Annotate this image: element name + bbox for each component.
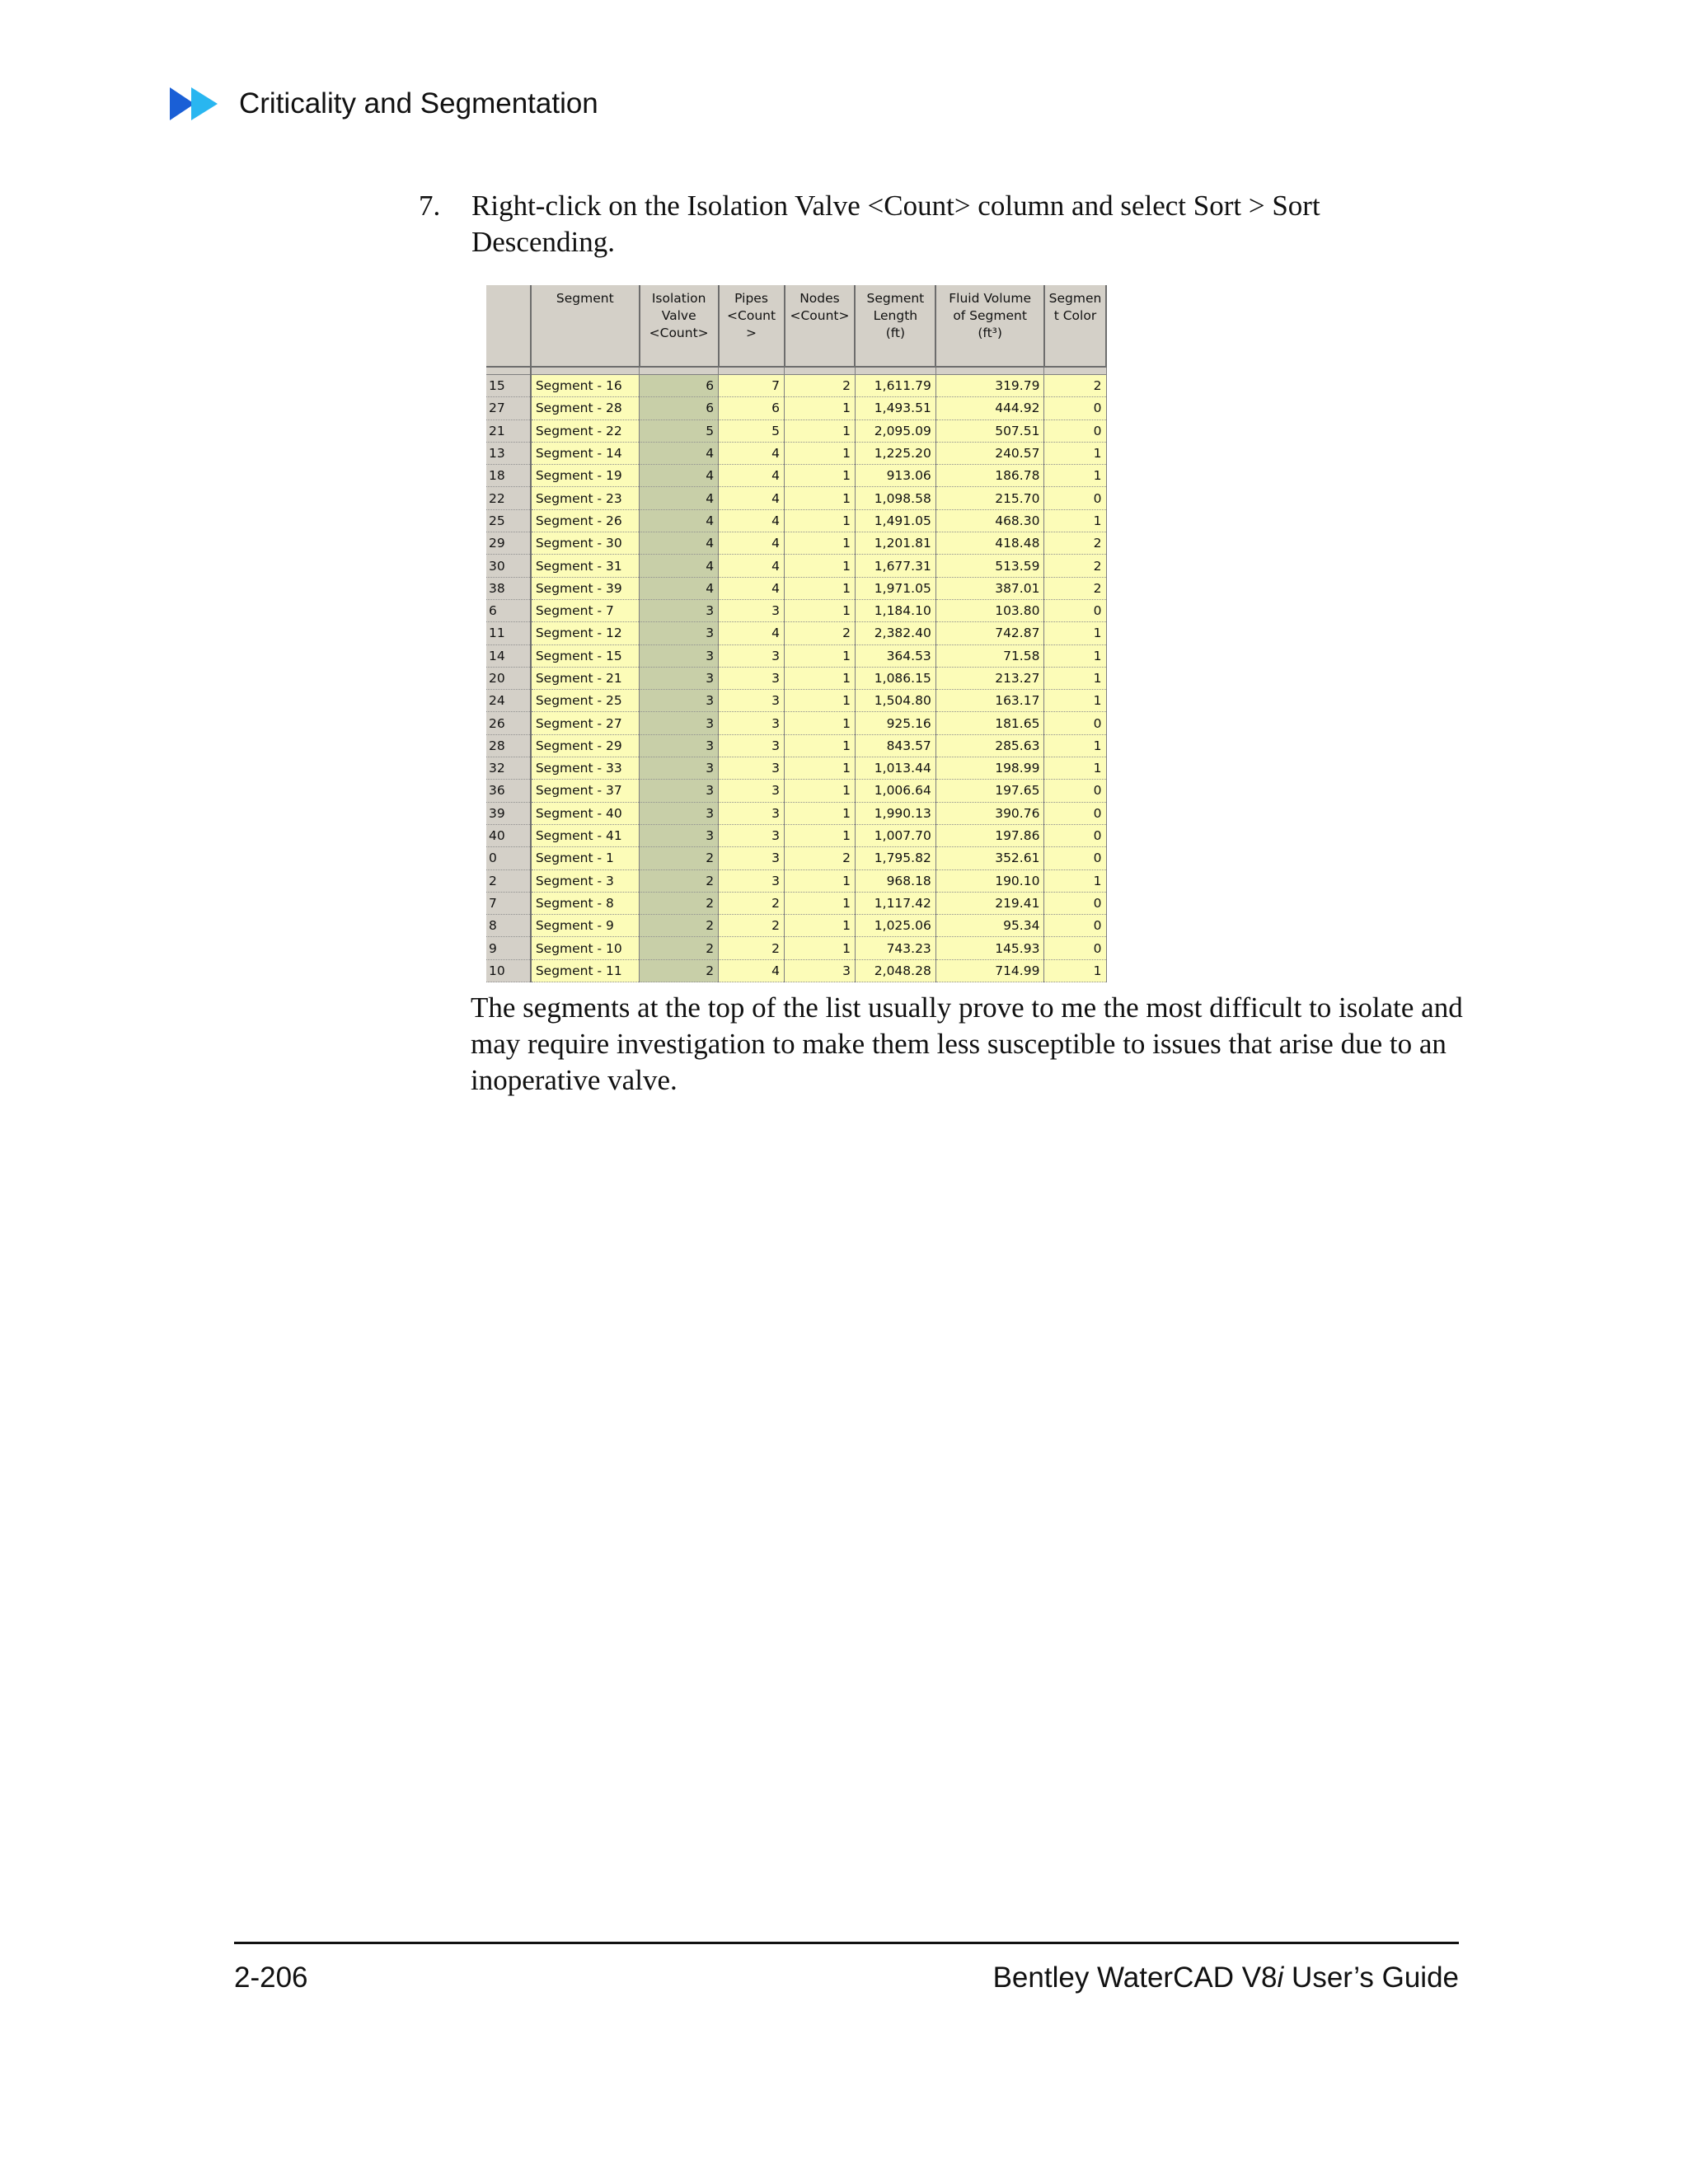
cell-pipes-count[interactable]: 2 — [719, 915, 785, 937]
cell-fluid-volume[interactable]: 215.70 — [935, 487, 1044, 509]
cell-isolation-valve-count[interactable]: 5 — [640, 419, 719, 442]
cell-segment-length[interactable]: 1,098.58 — [855, 487, 935, 509]
table-row[interactable] — [486, 509, 1106, 532]
cell-nodes-count[interactable]: 2 — [785, 847, 856, 869]
cell-row-id[interactable]: 7 — [486, 892, 531, 914]
table-row[interactable] — [486, 780, 1106, 802]
cell-segment[interactable]: Segment - 21 — [531, 667, 640, 689]
cell-fluid-volume[interactable]: 145.93 — [935, 937, 1044, 959]
cell-segment[interactable]: Segment - 19 — [531, 465, 640, 487]
step-number: 7. — [419, 190, 441, 222]
cell-fluid-volume[interactable]: 181.65 — [935, 712, 1044, 734]
cell-pipes-count[interactable]: 3 — [719, 734, 785, 757]
cell-segment-color[interactable]: 1 — [1044, 690, 1106, 712]
double-arrow-logo-icon — [170, 86, 223, 122]
cell-fluid-volume[interactable]: 468.30 — [935, 509, 1044, 532]
cell-pipes-count[interactable]: 3 — [719, 644, 785, 667]
cell-fluid-volume[interactable]: 198.99 — [935, 757, 1044, 780]
cell-segment[interactable]: Segment - 16 — [531, 375, 640, 397]
cell-pipes-count[interactable]: 7 — [719, 375, 785, 397]
table-row[interactable] — [486, 465, 1106, 487]
column-header-fluid-volume[interactable]: Fluid Volume of Segment (ft³) — [935, 285, 1044, 367]
cell-segment[interactable]: Segment - 27 — [531, 712, 640, 734]
cell-pipes-count[interactable]: 5 — [719, 419, 785, 442]
cell-segment-color[interactable]: 0 — [1044, 487, 1106, 509]
table-row[interactable] — [486, 487, 1106, 509]
cell-nodes-count[interactable]: 1 — [785, 577, 856, 599]
cell-segment-length[interactable]: 1,007.70 — [855, 824, 935, 846]
cell-fluid-volume[interactable]: 95.34 — [935, 915, 1044, 937]
cell-segment-color[interactable]: 1 — [1044, 757, 1106, 780]
cell-fluid-volume[interactable]: 513.59 — [935, 555, 1044, 577]
cell-segment[interactable]: Segment - 1 — [531, 847, 640, 869]
cell-segment-color[interactable]: 1 — [1044, 869, 1106, 892]
cell-row-id[interactable]: 40 — [486, 824, 531, 846]
cell-pipes-count[interactable]: 3 — [719, 824, 785, 846]
cell-nodes-count[interactable]: 1 — [785, 509, 856, 532]
cell-segment-color[interactable]: 0 — [1044, 802, 1106, 824]
cell-segment-color[interactable]: 2 — [1044, 577, 1106, 599]
cell-nodes-count[interactable]: 1 — [785, 757, 856, 780]
cell-pipes-count[interactable]: 4 — [719, 577, 785, 599]
spacer-cell — [640, 367, 719, 375]
column-header-segment-color[interactable]: Segmen t Color — [1044, 285, 1106, 367]
cell-fluid-volume[interactable]: 390.76 — [935, 802, 1044, 824]
cell-row-id[interactable]: 22 — [486, 487, 531, 509]
guide-title-prefix: Bentley WaterCAD V8 — [992, 1961, 1278, 1994]
table-row[interactable] — [486, 915, 1106, 937]
cell-fluid-volume[interactable]: 219.41 — [935, 892, 1044, 914]
table-row[interactable] — [486, 869, 1106, 892]
cell-nodes-count[interactable]: 1 — [785, 419, 856, 442]
cell-nodes-count[interactable]: 1 — [785, 869, 856, 892]
cell-fluid-volume[interactable]: 285.63 — [935, 734, 1044, 757]
cell-pipes-count[interactable]: 3 — [719, 757, 785, 780]
cell-pipes-count[interactable]: 3 — [719, 599, 785, 621]
cell-fluid-volume[interactable]: 352.61 — [935, 847, 1044, 869]
cell-nodes-count[interactable]: 1 — [785, 780, 856, 802]
cell-segment[interactable]: Segment - 14 — [531, 442, 640, 464]
cell-segment[interactable]: Segment - 22 — [531, 419, 640, 442]
cell-fluid-volume[interactable]: 197.86 — [935, 824, 1044, 846]
cell-row-id[interactable]: 10 — [486, 959, 531, 982]
spacer-cell — [785, 367, 856, 375]
spacer-cell — [719, 367, 785, 375]
cell-isolation-valve-count[interactable]: 3 — [640, 690, 719, 712]
cell-row-id[interactable]: 36 — [486, 780, 531, 802]
cell-segment-color[interactable]: 0 — [1044, 824, 1106, 846]
table-row[interactable] — [486, 847, 1106, 869]
cell-nodes-count[interactable]: 1 — [785, 465, 856, 487]
cell-segment-length[interactable]: 2,382.40 — [855, 622, 935, 644]
cell-segment-length[interactable]: 1,225.20 — [855, 442, 935, 464]
cell-fluid-volume[interactable]: 103.80 — [935, 599, 1044, 621]
cell-row-id[interactable]: 20 — [486, 667, 531, 689]
cell-nodes-count[interactable]: 1 — [785, 599, 856, 621]
cell-fluid-volume[interactable]: 507.51 — [935, 419, 1044, 442]
cell-segment[interactable]: Segment - 25 — [531, 690, 640, 712]
cell-segment-length[interactable]: 2,048.28 — [855, 959, 935, 982]
cell-isolation-valve-count[interactable]: 3 — [640, 824, 719, 846]
cell-pipes-count[interactable]: 6 — [719, 397, 785, 419]
table-row[interactable] — [486, 802, 1106, 824]
cell-pipes-count[interactable]: 3 — [719, 780, 785, 802]
header-spacer-row — [486, 367, 1106, 375]
cell-pipes-count[interactable]: 2 — [719, 892, 785, 914]
table-row[interactable] — [486, 622, 1106, 644]
cell-segment[interactable]: Segment - 39 — [531, 577, 640, 599]
cell-segment-color[interactable]: 0 — [1044, 397, 1106, 419]
cell-segment[interactable]: Segment - 9 — [531, 915, 640, 937]
cell-pipes-count[interactable]: 4 — [719, 509, 785, 532]
cell-isolation-valve-count[interactable]: 4 — [640, 487, 719, 509]
cell-fluid-volume[interactable]: 714.99 — [935, 959, 1044, 982]
cell-nodes-count[interactable]: 1 — [785, 892, 856, 914]
cell-segment-length[interactable]: 2,095.09 — [855, 419, 935, 442]
cell-fluid-volume[interactable]: 444.92 — [935, 397, 1044, 419]
spacer-cell — [855, 367, 935, 375]
cell-segment-length[interactable]: 1,117.42 — [855, 892, 935, 914]
spacer-cell — [935, 367, 1044, 375]
cell-nodes-count[interactable]: 1 — [785, 937, 856, 959]
column-header-segment-length[interactable]: Segment Length (ft) — [855, 285, 935, 367]
column-header-nodes-count[interactable]: Nodes <Count> — [785, 285, 856, 367]
cell-row-id[interactable]: 30 — [486, 555, 531, 577]
cell-segment-color[interactable]: 0 — [1044, 712, 1106, 734]
cell-isolation-valve-count[interactable]: 3 — [640, 780, 719, 802]
cell-isolation-valve-count[interactable]: 2 — [640, 937, 719, 959]
cell-segment-length[interactable]: 1,971.05 — [855, 577, 935, 599]
cell-segment-length[interactable]: 743.23 — [855, 937, 935, 959]
cell-fluid-volume[interactable]: 418.48 — [935, 532, 1044, 555]
cell-row-id[interactable]: 0 — [486, 847, 531, 869]
cell-row-id[interactable]: 21 — [486, 419, 531, 442]
cell-segment[interactable]: Segment - 12 — [531, 622, 640, 644]
cell-nodes-count[interactable]: 1 — [785, 802, 856, 824]
cell-isolation-valve-count[interactable]: 4 — [640, 442, 719, 464]
cell-isolation-valve-count[interactable]: 3 — [640, 622, 719, 644]
cell-segment-color[interactable]: 0 — [1044, 419, 1106, 442]
cell-segment-length[interactable]: 1,677.31 — [855, 555, 935, 577]
cell-fluid-volume[interactable]: 213.27 — [935, 667, 1044, 689]
cell-segment-length[interactable]: 1,990.13 — [855, 802, 935, 824]
cell-row-id[interactable]: 11 — [486, 622, 531, 644]
table-row[interactable] — [486, 824, 1106, 846]
cell-nodes-count[interactable]: 1 — [785, 644, 856, 667]
cell-segment[interactable]: Segment - 30 — [531, 532, 640, 555]
cell-row-id[interactable]: 18 — [486, 465, 531, 487]
cell-segment-length[interactable]: 1,086.15 — [855, 667, 935, 689]
cell-pipes-count[interactable]: 3 — [719, 802, 785, 824]
cell-nodes-count[interactable]: 1 — [785, 442, 856, 464]
cell-isolation-valve-count[interactable]: 3 — [640, 802, 719, 824]
cell-segment-length[interactable]: 1,013.44 — [855, 757, 935, 780]
cell-segment[interactable]: Segment - 23 — [531, 487, 640, 509]
cell-row-id[interactable]: 29 — [486, 532, 531, 555]
explanation-paragraph: The segments at the top of the list usually prove to me the most difficult to isolate and may require investigation to make them less susceptible to issues that arise due to an inoperative valve. — [471, 991, 1463, 1096]
cell-segment-length[interactable]: 1,795.82 — [855, 847, 935, 869]
cell-row-id[interactable]: 28 — [486, 734, 531, 757]
guide-title-suffix: User’s Guide — [1283, 1961, 1459, 1994]
cell-isolation-valve-count[interactable]: 2 — [640, 847, 719, 869]
cell-pipes-count[interactable]: 4 — [719, 555, 785, 577]
cell-isolation-valve-count[interactable]: 4 — [640, 577, 719, 599]
cell-row-id[interactable]: 38 — [486, 577, 531, 599]
table-row[interactable] — [486, 375, 1106, 397]
cell-segment-length[interactable]: 1,006.64 — [855, 780, 935, 802]
section-title: Criticality and Segmentation — [239, 87, 598, 120]
cell-pipes-count[interactable]: 4 — [719, 465, 785, 487]
cell-segment[interactable]: Segment - 10 — [531, 937, 640, 959]
cell-segment-color[interactable]: 1 — [1044, 667, 1106, 689]
spacer-cell — [1044, 367, 1106, 375]
cell-isolation-valve-count[interactable]: 2 — [640, 959, 719, 982]
table-row[interactable] — [486, 937, 1106, 959]
cell-segment-length[interactable]: 1,491.05 — [855, 509, 935, 532]
cell-fluid-volume[interactable]: 163.17 — [935, 690, 1044, 712]
cell-segment-length[interactable]: 1,504.80 — [855, 690, 935, 712]
cell-fluid-volume[interactable]: 387.01 — [935, 577, 1044, 599]
cell-segment-length[interactable]: 913.06 — [855, 465, 935, 487]
cell-fluid-volume[interactable]: 190.10 — [935, 869, 1044, 892]
cell-nodes-count[interactable]: 1 — [785, 712, 856, 734]
cell-segment[interactable]: Segment - 37 — [531, 780, 640, 802]
cell-row-id[interactable]: 2 — [486, 869, 531, 892]
cell-segment-length[interactable]: 843.57 — [855, 734, 935, 757]
cell-nodes-count[interactable]: 2 — [785, 622, 856, 644]
cell-segment-color[interactable]: 0 — [1044, 847, 1106, 869]
cell-nodes-count[interactable]: 1 — [785, 734, 856, 757]
cell-pipes-count[interactable]: 3 — [719, 712, 785, 734]
cell-isolation-valve-count[interactable]: 6 — [640, 397, 719, 419]
cell-nodes-count[interactable]: 1 — [785, 555, 856, 577]
cell-segment-color[interactable]: 0 — [1044, 780, 1106, 802]
cell-fluid-volume[interactable]: 319.79 — [935, 375, 1044, 397]
cell-isolation-valve-count[interactable]: 4 — [640, 465, 719, 487]
cell-segment-color[interactable]: 1 — [1044, 509, 1106, 532]
cell-isolation-valve-count[interactable]: 3 — [640, 712, 719, 734]
cell-segment-length[interactable]: 1,611.79 — [855, 375, 935, 397]
cell-isolation-valve-count[interactable]: 3 — [640, 734, 719, 757]
cell-isolation-valve-count[interactable]: 3 — [640, 644, 719, 667]
table-row[interactable] — [486, 959, 1106, 982]
cell-pipes-count[interactable]: 4 — [719, 959, 785, 982]
cell-pipes-count[interactable]: 2 — [719, 937, 785, 959]
cell-segment-color[interactable]: 0 — [1044, 915, 1106, 937]
cell-isolation-valve-count[interactable]: 2 — [640, 915, 719, 937]
spacer-cell — [486, 367, 531, 375]
cell-pipes-count[interactable]: 3 — [719, 869, 785, 892]
cell-row-id[interactable]: 6 — [486, 599, 531, 621]
step-text: Right-click on the Isolation Valve <Count> column and select Sort > Sort Descending. — [471, 190, 1320, 258]
cell-row-id[interactable]: 15 — [486, 375, 531, 397]
cell-nodes-count[interactable]: 1 — [785, 690, 856, 712]
cell-segment-color[interactable]: 0 — [1044, 937, 1106, 959]
cell-segment[interactable]: Segment - 7 — [531, 599, 640, 621]
cell-nodes-count[interactable]: 2 — [785, 375, 856, 397]
column-header-isolation-valve-count[interactable]: Isolation Valve <Count> — [640, 285, 719, 367]
cell-segment-color[interactable]: 2 — [1044, 532, 1106, 555]
page-number: 2-206 — [234, 1961, 308, 1994]
cell-row-id[interactable]: 9 — [486, 937, 531, 959]
cell-segment-color[interactable]: 0 — [1044, 892, 1106, 914]
table-row[interactable] — [486, 712, 1106, 734]
column-header-pipes-count[interactable]: Pipes <Count > — [719, 285, 785, 367]
cell-segment-color[interactable]: 2 — [1044, 375, 1106, 397]
page-header — [170, 86, 598, 122]
cell-pipes-count[interactable]: 4 — [719, 622, 785, 644]
table-row[interactable] — [486, 397, 1106, 419]
cell-nodes-count[interactable]: 1 — [785, 667, 856, 689]
cell-row-id[interactable]: 14 — [486, 644, 531, 667]
cell-nodes-count[interactable]: 1 — [785, 532, 856, 555]
cell-row-id[interactable]: 26 — [486, 712, 531, 734]
cell-row-id[interactable]: 32 — [486, 757, 531, 780]
cell-fluid-volume[interactable]: 71.58 — [935, 644, 1044, 667]
cell-segment-color[interactable]: 1 — [1044, 644, 1106, 667]
table-row[interactable] — [486, 757, 1106, 780]
cell-fluid-volume[interactable]: 186.78 — [935, 465, 1044, 487]
table-row[interactable] — [486, 667, 1106, 689]
column-header-row-id[interactable] — [486, 285, 531, 367]
cell-segment-length[interactable]: 364.53 — [855, 644, 935, 667]
cell-segment[interactable]: Segment - 8 — [531, 892, 640, 914]
segment-results-table-screenshot — [486, 285, 1107, 978]
cell-segment-color[interactable]: 1 — [1044, 959, 1106, 982]
cell-isolation-valve-count[interactable]: 3 — [640, 667, 719, 689]
table-row[interactable] — [486, 599, 1106, 621]
cell-segment[interactable]: Segment - 28 — [531, 397, 640, 419]
cell-row-id[interactable]: 8 — [486, 915, 531, 937]
cell-isolation-valve-count[interactable]: 2 — [640, 892, 719, 914]
cell-segment-color[interactable]: 1 — [1044, 465, 1106, 487]
cell-fluid-volume[interactable]: 197.65 — [935, 780, 1044, 802]
cell-isolation-valve-count[interactable]: 4 — [640, 509, 719, 532]
cell-fluid-volume[interactable]: 240.57 — [935, 442, 1044, 464]
cell-segment[interactable]: Segment - 11 — [531, 959, 640, 982]
guide-title-italic: i — [1277, 1961, 1284, 1994]
cell-segment-color[interactable]: 1 — [1044, 734, 1106, 757]
table-row[interactable] — [486, 532, 1106, 555]
guide-title — [993, 1961, 1459, 1994]
cell-segment-length[interactable]: 1,493.51 — [855, 397, 935, 419]
cell-isolation-valve-count[interactable]: 4 — [640, 532, 719, 555]
table-row[interactable] — [486, 555, 1106, 577]
cell-nodes-count[interactable]: 1 — [785, 397, 856, 419]
cell-segment[interactable]: Segment - 26 — [531, 509, 640, 532]
cell-segment-length[interactable]: 925.16 — [855, 712, 935, 734]
cell-isolation-valve-count[interactable]: 3 — [640, 757, 719, 780]
cell-pipes-count[interactable]: 4 — [719, 532, 785, 555]
cell-isolation-valve-count[interactable]: 2 — [640, 869, 719, 892]
cell-pipes-count[interactable]: 3 — [719, 847, 785, 869]
cell-segment[interactable]: Segment - 33 — [531, 757, 640, 780]
cell-row-id[interactable]: 24 — [486, 690, 531, 712]
cell-nodes-count[interactable]: 1 — [785, 487, 856, 509]
cell-segment-color[interactable]: 0 — [1044, 599, 1106, 621]
table-row[interactable] — [486, 690, 1106, 712]
cell-row-id[interactable]: 25 — [486, 509, 531, 532]
cell-segment-length[interactable]: 1,184.10 — [855, 599, 935, 621]
cell-segment[interactable]: Segment - 3 — [531, 869, 640, 892]
cell-pipes-count[interactable]: 3 — [719, 690, 785, 712]
cell-nodes-count[interactable]: 3 — [785, 959, 856, 982]
cell-isolation-valve-count[interactable]: 3 — [640, 599, 719, 621]
column-header-segment[interactable]: Segment — [531, 285, 640, 367]
segment-results-table — [486, 285, 1107, 982]
cell-segment[interactable]: Segment - 31 — [531, 555, 640, 577]
cell-segment-length[interactable]: 968.18 — [855, 869, 935, 892]
spacer-cell — [531, 367, 640, 375]
cell-segment[interactable]: Segment - 41 — [531, 824, 640, 846]
cell-row-id[interactable]: 39 — [486, 802, 531, 824]
table-row[interactable] — [486, 734, 1106, 757]
cell-segment[interactable]: Segment - 29 — [531, 734, 640, 757]
cell-segment-color[interactable]: 2 — [1044, 555, 1106, 577]
cell-isolation-valve-count[interactable]: 4 — [640, 555, 719, 577]
table-row[interactable] — [486, 644, 1106, 667]
cell-pipes-count[interactable]: 4 — [719, 487, 785, 509]
cell-segment[interactable]: Segment - 15 — [531, 644, 640, 667]
cell-segment-color[interactable]: 1 — [1044, 622, 1106, 644]
cell-row-id[interactable]: 27 — [486, 397, 531, 419]
cell-segment-length[interactable]: 1,025.06 — [855, 915, 935, 937]
cell-isolation-valve-count[interactable]: 6 — [640, 375, 719, 397]
cell-fluid-volume[interactable]: 742.87 — [935, 622, 1044, 644]
footer-divider — [234, 1942, 1459, 1944]
cell-pipes-count[interactable]: 3 — [719, 667, 785, 689]
cell-segment[interactable]: Segment - 40 — [531, 802, 640, 824]
cell-nodes-count[interactable]: 1 — [785, 824, 856, 846]
table-row[interactable] — [486, 577, 1106, 599]
cell-nodes-count[interactable]: 1 — [785, 915, 856, 937]
cell-pipes-count[interactable]: 4 — [719, 442, 785, 464]
table-row[interactable] — [486, 892, 1106, 914]
cell-row-id[interactable]: 13 — [486, 442, 531, 464]
cell-segment-color[interactable]: 1 — [1044, 442, 1106, 464]
table-row[interactable] — [486, 442, 1106, 464]
cell-segment-length[interactable]: 1,201.81 — [855, 532, 935, 555]
table-row[interactable] — [486, 419, 1106, 442]
